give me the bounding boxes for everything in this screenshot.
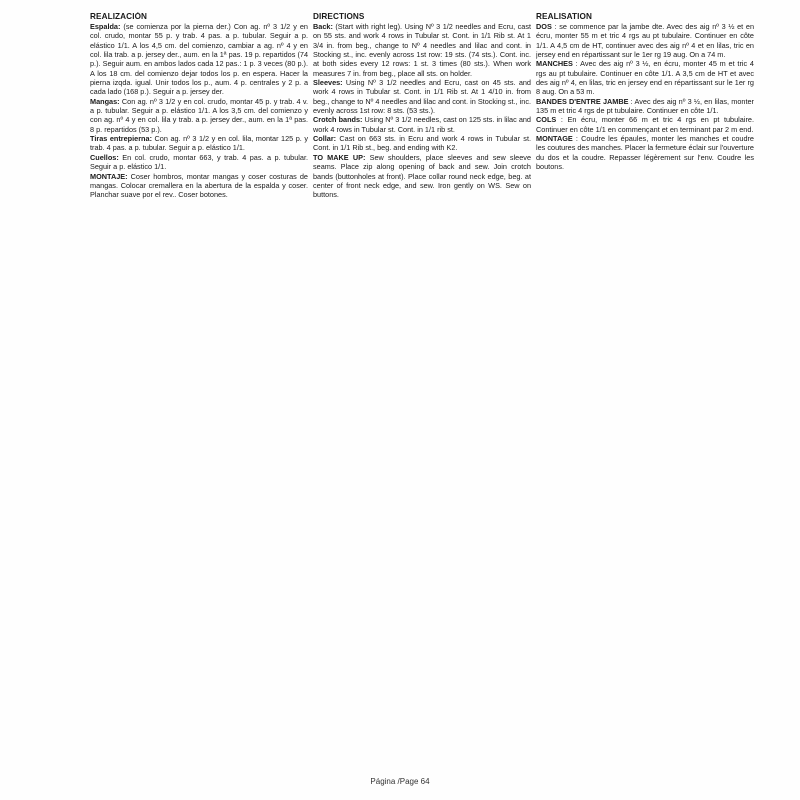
paragraph: Crotch bands: Using Nº 3 1/2 needles, cast on 125 sts. in lilac and work 4 rows in Tubular st. Cont. in 1/1 rib st.: [313, 115, 531, 134]
paragraph: MONTAGE : Coudre les épaules, monter les manches et coudre les coutures des manches. Placer la fermeture éclair sur l'ouverture du dos et la coudre. Repasser légèrement sur l'env. Coudre les boutons.: [536, 134, 754, 172]
paragraph: Tiras entrepierna: Con ag. nº 3 1/2 y en col. lila, montar 125 p. y trab. 4 pas. a p. tubular. Seguir a p. elástico 1/1.: [90, 134, 308, 153]
page-number-footer: Página /Page 64: [370, 777, 430, 786]
column-english: [313, 12, 531, 772]
paragraph: MANCHES : Avec des aig nº 3 ½, en écru, monter 45 m et tric 4 rgs au pt tubulaire. Continuer en côte 1/1. A 3,5 cm de HT et avec des aig nº 4, en lilas, tric en jersey end en répartissant sur le 1er rg 8 aug. On a 53 m.: [536, 59, 754, 97]
paragraph: Sleeves: Using Nº 3 1/2 needles and Ecru, cast on 45 sts. and work 4 rows in Tubular st. Cont. in 1/1 Rib st. At 1 4/10 in. from beg., change to Nº 4 needles and lilac and cont. in Stocking st., inc. evenly across 1st row: 8 sts. (53 sts.).: [313, 78, 531, 116]
column-heading: REALIZACIÓN: [90, 12, 148, 21]
paragraph: TO MAKE UP: Sew shoulders, place sleeves and sew sleeve seams. Place zip along opening of back and sew. Join crotch bands (buttonholes at front). Place collar round neck edge, beg. at center of front neck edge, and sew. Iron gently on WS. Sew on buttons.: [313, 152, 531, 200]
paragraph: Cuellos: En col. crudo, montar 663, y trab. 4 pas. a p. tubular. Seguir a p. elástico 1/1.: [90, 152, 308, 172]
paragraph: Back: (Start with right leg). Using Nº 3 1/2 needles and Ecru, cast on 55 sts. and work 4 rows in Tubular st. Cont. in 1/1 Rib st. At 1 3/4 in. from beg., change to Nº 4 needles and lilac and cont. in Stocking st., inc. evenly across 1st row: 19 sts. (74 sts.). Cont. inc. at both sides every 12 rows: 1 st. 3 times (80 sts.). When work measures 7 in. from beg., place all sts. on holder.: [313, 22, 531, 78]
paragraph: Espalda: (se comienza por la pierna der.) Con ag. nº 3 1/2 y en col. crudo, montar 55 p. y trab. 4 pas. a p. tubular. Seguir a p. elástico 1/1. A los 4,5 cm. del comienzo, cambiar a ag. nº 4 y en col. lila trab. a p. jersey der., aum. en la 1ª pas. 19 p. repartidos (74 p.). Seguir aum. en ambos lados cada 12 pas.: 1 p. 3 veces (80 p.). A los 18 cm. del comienzo dejar todos los p. en espera. Hacer la pierna izqda. igual. Unir todos los p., aum. 4 p. centrales y 2 p. a cada lado (168 p.). Seguir a p. jersey der.: [90, 22, 308, 97]
paragraph: BANDES D'ENTRE JAMBE : Avec des aig nº 3 ½, en lilas, monter 135 m et tric 4 rgs de pt tubulaire. Continuer en côte 1/1.: [536, 96, 754, 116]
paragraph: Mangas: Con ag. nº 3 1/2 y en col. crudo, montar 45 p. y trab. 4 v. a p. tubular. Seguir a p. elástico 1/1. A los 3,5 cm. del comienzo y con ag. nº 4 y en col. lila y trab. a p. jersey der., aum. en la 1ª pas. 8 p. repartidos (53 p.).: [90, 96, 308, 134]
paragraph: COLS : En écru, monter 66 m et tric 4 rgs en pt tubulaire. Continuer en côte 1/1 en commençant et en terminant par 2 m end.: [536, 115, 754, 134]
column-heading: DIRECTIONS: [313, 12, 365, 21]
column-heading: REALISATION: [536, 12, 592, 21]
column-spanish: [90, 12, 308, 772]
column-french: [536, 12, 754, 772]
paragraph: Collar: Cast on 663 sts. in Ecru and work 4 rows in Tubular st. Cont. in 1/1 Rib st., beg. and ending with K2.: [313, 134, 531, 153]
paragraph: DOS : se commence par la jambe dte. Avec des aig nº 3 ½ et en écru, monter 55 m et tric 4 rgs au pt tubulaire. Continuer en côte 1/1. A 4,5 cm de HT, continuer avec des aig nº 4 et en lilas, tric en jersey end en répartissant sur le 1er rg 19 aug. On a 74 m.: [536, 22, 754, 60]
paragraph: MONTAJE: Coser hombros, montar mangas y coser costuras de mangas. Colocar cremallera en la abertura de la espalda y coser. Planchar suave por el rev.. Coser botones.: [90, 171, 308, 200]
